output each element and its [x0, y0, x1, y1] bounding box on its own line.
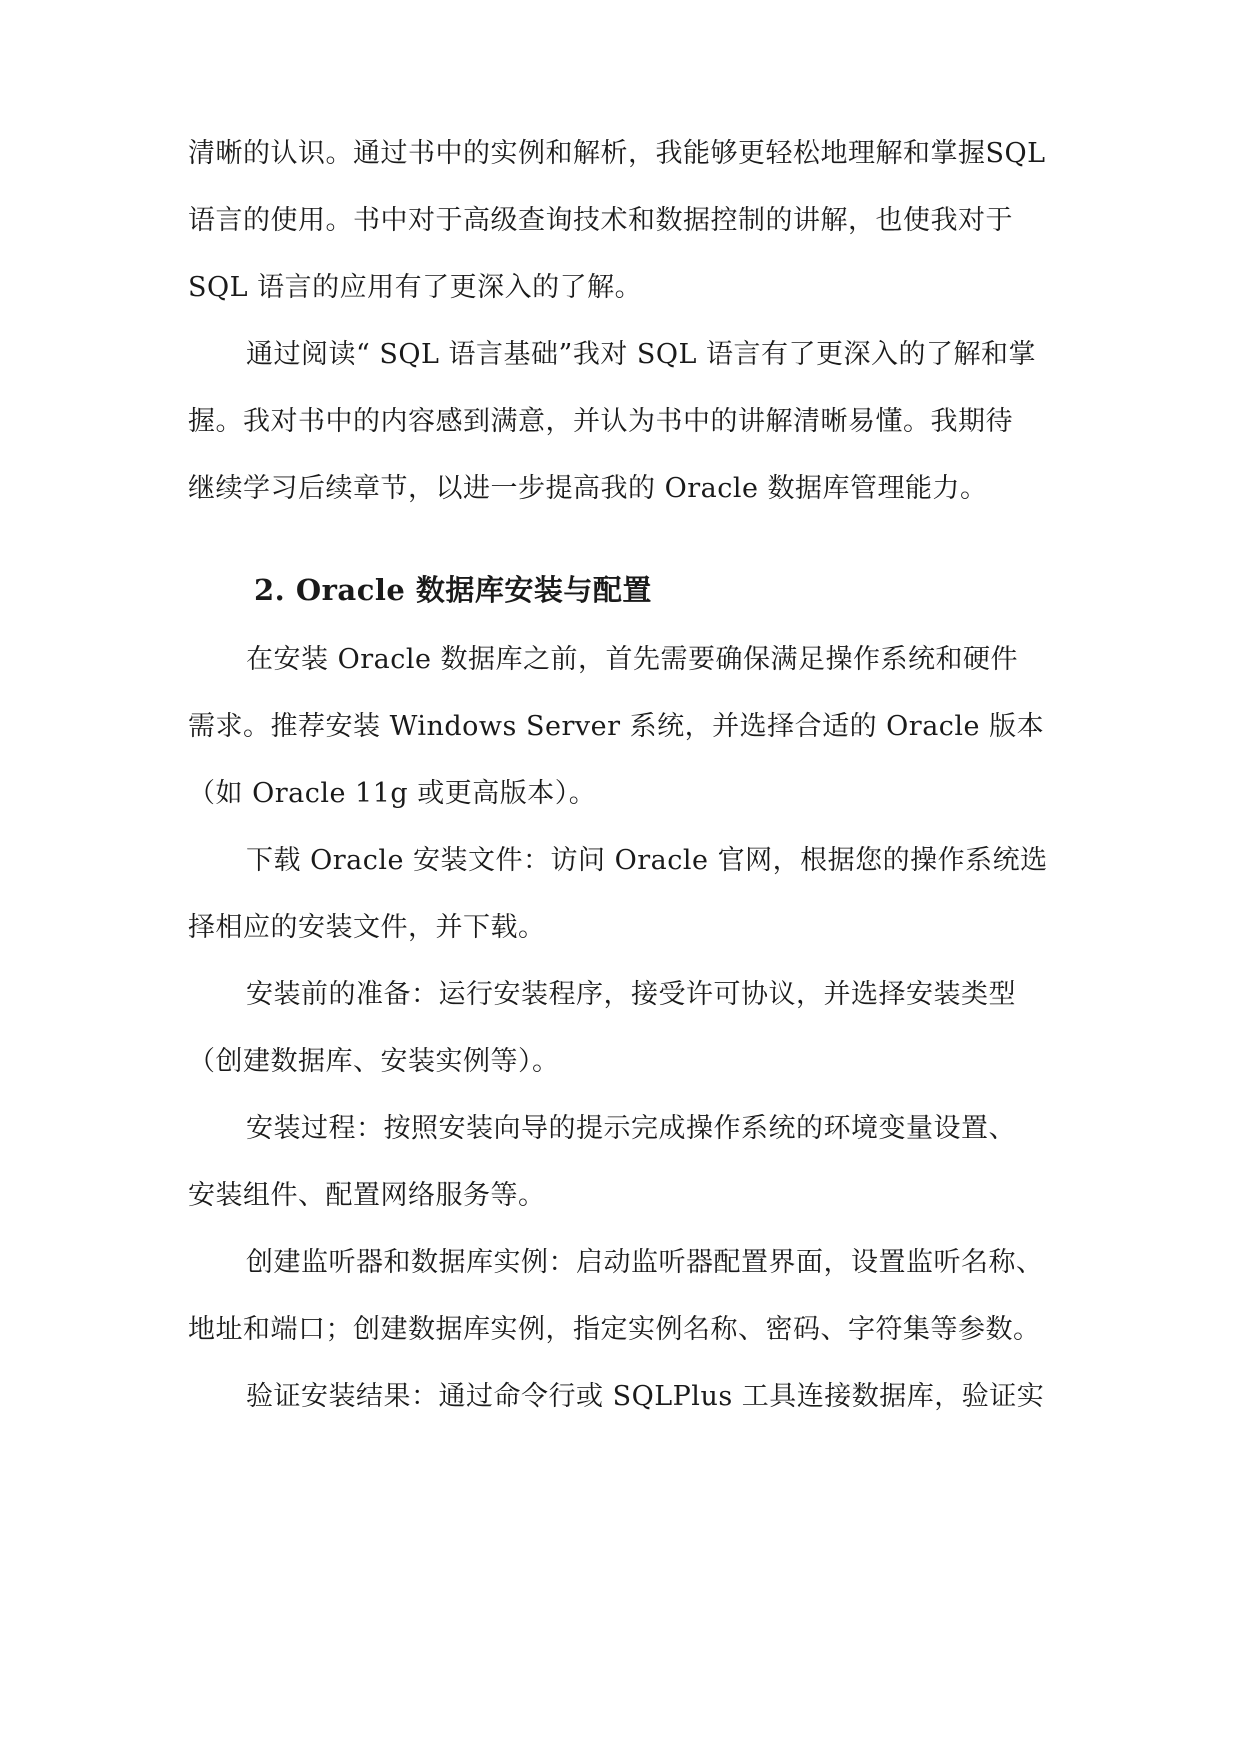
section-heading: 2. Oracle 数据库安装与配置 [254, 573, 652, 607]
paragraph-line: 下载 Oracle 安装文件：访问 Oracle 官网，根据您的操作系统选 [246, 845, 1048, 876]
paragraph-line: 继续学习后续章节，以进一步提高我的 Oracle 数据库管理能力。 [188, 473, 988, 504]
paragraph-line: 创建监听器和数据库实例：启动监听器配置界面，设置监听名称、 [246, 1247, 1044, 1278]
paragraph-line: 验证安装结果：通过命令行或 SQLPlus 工具连接数据库，验证实 [246, 1381, 1045, 1412]
paragraph-line: 清晰的认识。通过书中的实例和解析，我能够更轻松地理解和掌握SQL [188, 138, 1046, 169]
paragraph-line: SQL 语言的应用有了更深入的了解。 [188, 272, 643, 303]
paragraph-line: （创建数据库、安装实例等）。 [188, 1046, 560, 1077]
paragraph-line: 在安装 Oracle 数据库之前，首先需要确保满足操作系统和硬件 [246, 644, 1019, 675]
paragraph-line: 需求。推荐安装 Windows Server 系统，并选择合适的 Oracle 版本 [188, 711, 1045, 742]
paragraph-line: （如 Oracle 11g 或更高版本）。 [188, 778, 597, 809]
paragraph-line: 安装过程：按照安装向导的提示完成操作系统的环境变量设置、 [246, 1113, 1016, 1144]
paragraph-line: 择相应的安装文件，并下载。 [188, 912, 546, 943]
paragraph-line: 安装前的准备：运行安装程序，接受许可协议，并选择安装类型 [246, 979, 1016, 1010]
paragraph-line: 安装组件、配置网络服务等。 [188, 1180, 546, 1211]
paragraph-line: 通过阅读“ SQL 语言基础”我对 SQL 语言有了更深入的了解和掌 [246, 339, 1037, 370]
paragraph-line: 语言的使用。书中对于高级查询技术和数据控制的讲解，也使我对于 [188, 205, 1013, 236]
paragraph-line: 地址和端口；创建数据库实例，指定实例名称、密码、字符集等参数。 [188, 1314, 1041, 1345]
paragraph-line: 握。我对书中的内容感到满意，并认为书中的讲解清晰易懂。我期待 [188, 406, 1013, 437]
